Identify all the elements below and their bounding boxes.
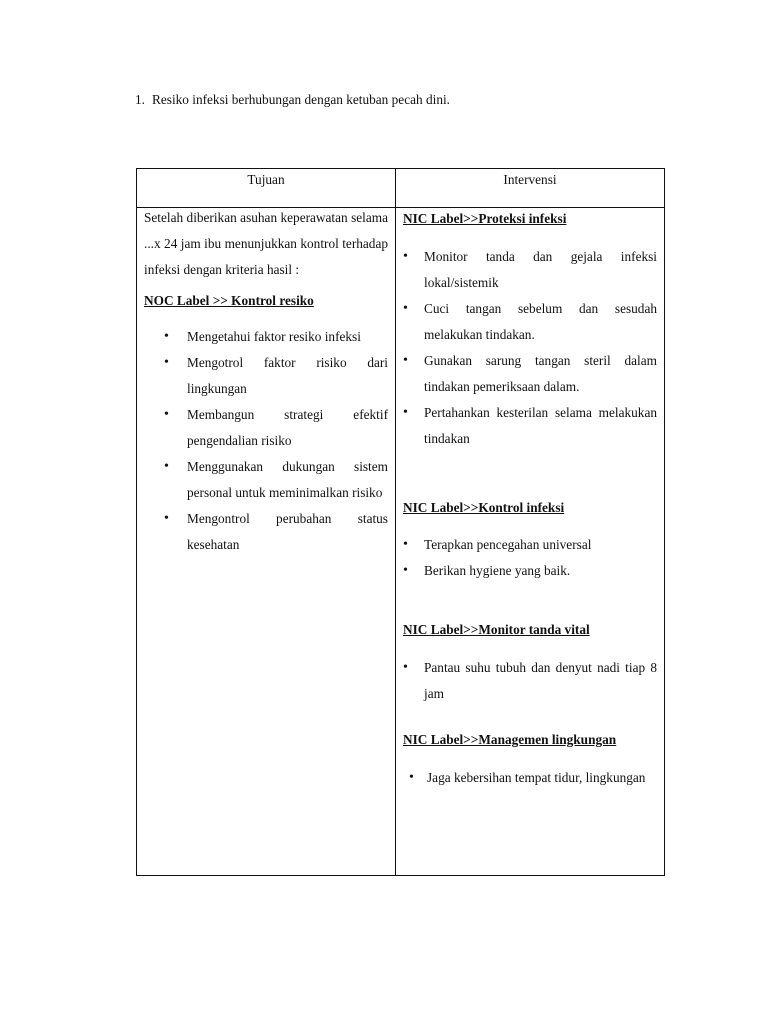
list-item: • Pertahankan kesterilan selama melakukan tindakan [403, 400, 657, 452]
nic-kontrol-list [403, 532, 657, 584]
bullet-icon: • [403, 249, 408, 264]
list-item: • Berikan hygiene yang baik. [403, 558, 657, 584]
bullet-icon: • [409, 770, 414, 785]
bullet-icon: • [164, 329, 169, 344]
nic-label-monitor: NIC Label>>Monitor tanda vital [403, 622, 590, 637]
list-item: • Jaga kebersihan tempat tidur, lingkungan [403, 765, 657, 791]
nic-label-kontrol: NIC Label>>Kontrol infeksi [403, 500, 565, 515]
care-plan-table [136, 168, 665, 876]
list-item: • Mengontrol perubahan status kesehatan [144, 506, 388, 558]
bullet-icon: • [164, 511, 169, 526]
table-body-row [137, 208, 665, 876]
noc-label: NOC Label >> Kontrol resiko [144, 293, 314, 308]
list-item: • Membangun strategi efektif pengendalian risiko [144, 402, 388, 454]
bullet-icon: • [164, 407, 169, 422]
list-item: • Gunakan sarung tangan steril dalam tindakan pemeriksaan dalam. [403, 348, 657, 400]
nic-monitor-list [403, 655, 657, 707]
nic-proteksi-list [403, 244, 657, 452]
list-item: • Cuci tangan sebelum dan sesudah melakukan tindakan. [403, 296, 657, 348]
bullet-icon: • [403, 660, 408, 675]
nic-label-lingkungan: NIC Label>>Managemen lingkungan [403, 732, 617, 747]
list-item: • Mengetahui faktor resiko infeksi [144, 324, 388, 350]
header-tujuan: Tujuan [137, 169, 396, 208]
intervensi-cell [396, 208, 665, 876]
bullet-icon: • [403, 405, 408, 420]
list-item: • Pantau suhu tubuh dan denyut nadi tiap 8 jam [403, 655, 657, 707]
bullet-icon: • [403, 353, 408, 368]
diagnosis-heading [135, 91, 450, 109]
list-item: • Monitor tanda dan gejala infeksi lokal/sistemik [403, 244, 657, 296]
bullet-icon: • [403, 301, 408, 316]
nic-label-proteksi: NIC Label>>Proteksi infeksi [403, 211, 567, 226]
table-header-row [137, 169, 665, 208]
heading-text: Resiko infeksi berhubungan dengan ketuban pecah dini. [152, 92, 450, 107]
bullet-icon: • [403, 537, 408, 552]
heading-number: 1. [135, 92, 145, 107]
list-item: • Menggunakan dukungan sistem personal untuk meminimalkan risiko [144, 454, 388, 506]
nic-lingkungan-list [403, 765, 657, 791]
list-item: • Mengotrol faktor risiko dari lingkungan [144, 350, 388, 402]
goal-intro: Setelah diberikan asuhan keperawatan selama ...x 24 jam ibu menunjukkan kontrol terhadap infeksi dengan kriteria hasil : [144, 210, 388, 277]
bullet-icon: • [403, 563, 408, 578]
bullet-icon: • [164, 459, 169, 474]
header-intervensi: Intervensi [396, 169, 665, 208]
list-item: • Terapkan pencegahan universal [403, 532, 657, 558]
bullet-icon: • [164, 355, 169, 370]
tujuan-cell [137, 208, 396, 876]
noc-criteria-list [144, 324, 388, 558]
